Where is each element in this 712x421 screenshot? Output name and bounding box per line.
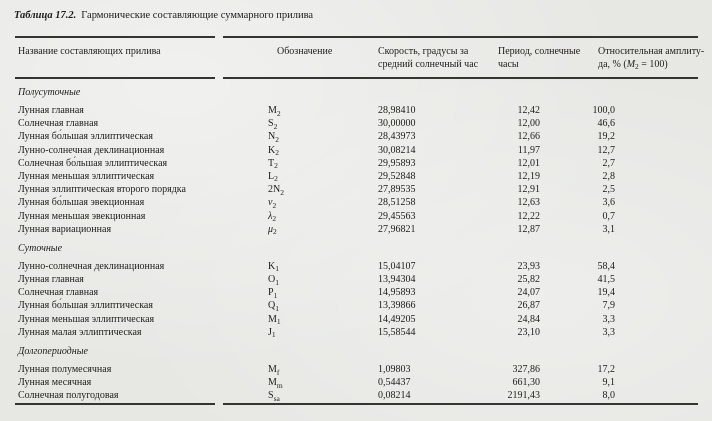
designation-base: λ xyxy=(268,210,273,222)
designation-subscript: f xyxy=(276,367,280,377)
cell-constituent-name: Лунная главная xyxy=(18,274,84,286)
section-title: Полусуточные xyxy=(18,87,81,98)
cell-amplitude: 58,4 xyxy=(597,260,615,272)
cell-speed: 0,54437 xyxy=(378,377,411,389)
amplitude-header-post: = 100) xyxy=(638,58,668,70)
cell-amplitude: 3,3 xyxy=(602,326,615,338)
rule-top-right xyxy=(223,36,698,38)
cell-period: 661,30 xyxy=(512,377,540,389)
table-title-text: Гармонические составляющие суммарного прилива xyxy=(81,10,314,21)
designation-base: M xyxy=(268,377,277,389)
designation-base: O xyxy=(268,274,276,286)
designation-subscript: 2 xyxy=(275,148,279,158)
designation-base: T xyxy=(268,157,275,169)
table-row xyxy=(0,223,712,236)
table-row xyxy=(0,389,712,402)
table-row xyxy=(0,326,712,339)
cell-constituent-name: Солнечная главная xyxy=(18,287,99,299)
cell-constituent-name: Лунная бо́льшая эллиптическая xyxy=(18,131,153,143)
cell-amplitude: 8,0 xyxy=(602,390,615,402)
cell-period: 26,87 xyxy=(517,300,540,312)
cell-designation xyxy=(268,376,283,389)
designation-base: L xyxy=(268,170,275,182)
cell-constituent-name: Лунная бо́льшая эллиптическая xyxy=(18,300,153,312)
cell-designation xyxy=(268,130,279,143)
cell-amplitude: 2,5 xyxy=(602,184,615,196)
cell-designation xyxy=(268,144,279,157)
cell-speed: 14,49205 xyxy=(378,313,416,325)
col-header-speed: Скорость, градусы за средний солнечный час xyxy=(378,46,479,70)
cell-constituent-name: Лунная эллиптическая второго порядка xyxy=(18,184,186,196)
table-row xyxy=(0,144,712,157)
cell-designation xyxy=(268,286,277,299)
table-number-label: Таблица 17.2. xyxy=(14,10,77,21)
designation-base: M xyxy=(268,313,277,325)
cell-designation xyxy=(268,363,279,376)
cell-constituent-name: Солнечная главная xyxy=(18,118,99,130)
cell-amplitude: 3,1 xyxy=(602,223,615,235)
table-row xyxy=(0,157,712,170)
cell-period: 2191,43 xyxy=(507,390,540,402)
cell-amplitude: 12,7 xyxy=(597,144,615,156)
designation-base: ν xyxy=(268,197,273,209)
cell-speed: 27,89535 xyxy=(378,184,416,196)
cell-period: 12,63 xyxy=(517,197,540,209)
cell-constituent-name: Лунно-солнечная деклинационная xyxy=(18,144,165,156)
cell-speed: 15,58544 xyxy=(378,326,416,338)
cell-constituent-name: Солнечная бо́льшая эллиптическая xyxy=(18,157,168,169)
cell-period: 12,87 xyxy=(517,223,540,235)
designation-base: N xyxy=(268,131,276,143)
cell-period: 23,93 xyxy=(517,260,540,272)
designation-base: M xyxy=(268,105,277,116)
cell-designation xyxy=(268,313,281,326)
table-row xyxy=(0,363,712,376)
table-row xyxy=(0,183,712,196)
cell-period: 24,07 xyxy=(517,287,540,299)
amplitude-header-symbol-sub: 2 xyxy=(635,62,639,71)
cell-period: 12,66 xyxy=(517,131,540,143)
cell-period: 25,82 xyxy=(517,274,540,286)
cell-designation xyxy=(268,326,276,339)
rule-bottom-right xyxy=(223,403,698,405)
cell-constituent-name: Лунная главная xyxy=(18,105,84,116)
table-title xyxy=(14,10,313,21)
designation-subscript: 2 xyxy=(275,134,279,144)
cell-speed: 28,98410 xyxy=(378,105,416,116)
cell-period: 12,91 xyxy=(517,184,540,196)
cell-amplitude: 19,2 xyxy=(597,131,615,143)
cell-amplitude: 100,0 xyxy=(592,105,615,116)
cell-designation xyxy=(268,210,276,223)
designation-subscript: 1 xyxy=(276,317,281,327)
designation-base: S xyxy=(268,390,274,402)
cell-amplitude: 19,4 xyxy=(597,287,615,299)
cell-amplitude: 3,3 xyxy=(602,313,615,325)
cell-constituent-name: Лунная полумесячная xyxy=(18,364,112,375)
cell-designation xyxy=(268,273,279,286)
cell-amplitude: 2,8 xyxy=(602,170,615,182)
col-header-name: Название составляющих прилива xyxy=(18,46,161,57)
cell-designation xyxy=(268,183,284,196)
cell-speed: 28,51258 xyxy=(378,197,416,209)
table-row xyxy=(0,260,712,273)
designation-subscript: 2 xyxy=(274,161,278,171)
cell-period: 12,00 xyxy=(517,118,540,130)
cell-period: 11,97 xyxy=(517,144,540,156)
cell-speed: 14,95893 xyxy=(378,287,416,299)
cell-constituent-name: Лунно-солнечная деклинационная xyxy=(18,260,165,272)
rule-bottom-left xyxy=(15,403,215,405)
cell-constituent-name: Лунная бо́льшая эвекционная xyxy=(18,197,145,209)
cell-constituent-name: Лунная меньшая эвекционная xyxy=(18,210,146,222)
cell-speed: 0,08214 xyxy=(378,390,411,402)
designation-subscript: sa xyxy=(273,393,280,403)
cell-designation xyxy=(268,117,277,130)
cell-speed: 29,52848 xyxy=(378,170,416,182)
designation-subscript: 1 xyxy=(271,330,276,340)
amplitude-header-line1: Относительная амплиту- xyxy=(598,46,705,57)
cell-amplitude: 9,1 xyxy=(602,377,615,389)
table-row xyxy=(0,376,712,389)
designation-base: Q xyxy=(268,300,276,312)
cell-constituent-name: Лунная вариационная xyxy=(18,223,112,235)
cell-speed: 29,95893 xyxy=(378,157,416,169)
rule-header-right xyxy=(223,77,698,79)
cell-constituent-name: Лунная меньшая эллиптическая xyxy=(18,170,155,182)
table-row xyxy=(0,117,712,130)
cell-designation xyxy=(268,196,276,209)
cell-designation xyxy=(268,170,278,183)
table-row xyxy=(0,299,712,312)
designation-subscript: 2 xyxy=(276,108,281,118)
designation-base: J xyxy=(268,326,272,338)
cell-amplitude: 3,6 xyxy=(602,197,615,209)
designation-base: K xyxy=(268,144,276,156)
cell-designation xyxy=(268,223,277,236)
designation-subscript: 2 xyxy=(274,174,278,184)
amplitude-header-symbol: M xyxy=(626,58,636,70)
table-row xyxy=(0,170,712,183)
table-row xyxy=(0,130,712,143)
cell-speed: 15,04107 xyxy=(378,260,416,272)
cell-amplitude: 0,7 xyxy=(602,210,615,222)
cell-speed: 30,08214 xyxy=(378,144,416,156)
col-header-period: Период, солнечные часы xyxy=(498,46,581,70)
cell-designation xyxy=(268,157,278,170)
designation-subscript: 2 xyxy=(272,214,277,223)
designation-base: μ xyxy=(268,223,274,235)
cell-period: 12,22 xyxy=(517,210,540,222)
cell-constituent-name: Лунная меньшая эллиптическая xyxy=(18,313,155,325)
designation-subscript: 1 xyxy=(275,277,279,287)
designation-subscript: 1 xyxy=(275,264,279,274)
table-row xyxy=(0,196,712,209)
designation-base: M xyxy=(268,364,277,375)
cell-speed: 30,00000 xyxy=(378,118,416,130)
cell-designation xyxy=(268,260,279,273)
section-title: Суточные xyxy=(18,242,63,254)
cell-speed: 27,96821 xyxy=(378,223,416,235)
cell-constituent-name: Лунная малая эллиптическая xyxy=(18,326,142,338)
amplitude-header-pre: да, % ( xyxy=(598,58,627,70)
cell-designation xyxy=(268,389,280,402)
cell-designation xyxy=(268,104,281,117)
cell-period: 327,86 xyxy=(512,364,540,375)
amplitude-header-line2 xyxy=(598,59,710,72)
designation-base: S xyxy=(268,118,274,130)
cell-constituent-name: Солнечная полугодовая xyxy=(18,390,119,402)
cell-amplitude: 17,2 xyxy=(597,364,615,375)
cell-period: 12,01 xyxy=(517,157,540,169)
rule-header-left xyxy=(15,77,215,79)
cell-designation xyxy=(268,299,279,312)
table-row xyxy=(0,313,712,326)
cell-speed: 13,39866 xyxy=(378,300,416,312)
col-header-designation: Обозначение xyxy=(277,46,333,57)
cell-amplitude: 2,7 xyxy=(602,157,615,169)
table-row xyxy=(0,286,712,299)
designation-base: 2N xyxy=(268,184,281,196)
cell-constituent-name: Лунная месячная xyxy=(18,377,92,389)
designation-subscript: 2 xyxy=(273,121,278,131)
cell-speed: 13,94304 xyxy=(378,274,416,286)
cell-speed: 29,45563 xyxy=(378,210,416,222)
table-body xyxy=(0,85,712,403)
col-header-amplitude xyxy=(598,46,710,71)
cell-period: 24,84 xyxy=(517,313,540,325)
cell-speed: 28,43973 xyxy=(378,131,416,143)
designation-base: K xyxy=(268,260,276,272)
designation-subscript: 2 xyxy=(273,227,277,237)
designation-base: P xyxy=(268,287,274,299)
table-row xyxy=(0,273,712,286)
cell-amplitude: 41,5 xyxy=(597,274,615,286)
cell-amplitude: 46,6 xyxy=(597,118,615,130)
designation-subscript: 2 xyxy=(280,187,284,197)
cell-speed: 1,09803 xyxy=(378,364,411,375)
table-row xyxy=(0,210,712,223)
cell-period: 12,19 xyxy=(517,170,540,182)
rule-top-left xyxy=(15,36,215,38)
cell-period: 12,42 xyxy=(517,105,540,116)
table-row xyxy=(0,104,712,117)
section-title: Долгопериодные xyxy=(18,346,88,357)
cell-amplitude: 7,9 xyxy=(602,300,615,312)
designation-subscript: 1 xyxy=(275,303,279,313)
designation-subscript: 1 xyxy=(273,290,278,300)
designation-subscript: m xyxy=(276,380,283,390)
designation-subscript: 2 xyxy=(272,200,277,210)
cell-period: 23,10 xyxy=(517,326,540,338)
